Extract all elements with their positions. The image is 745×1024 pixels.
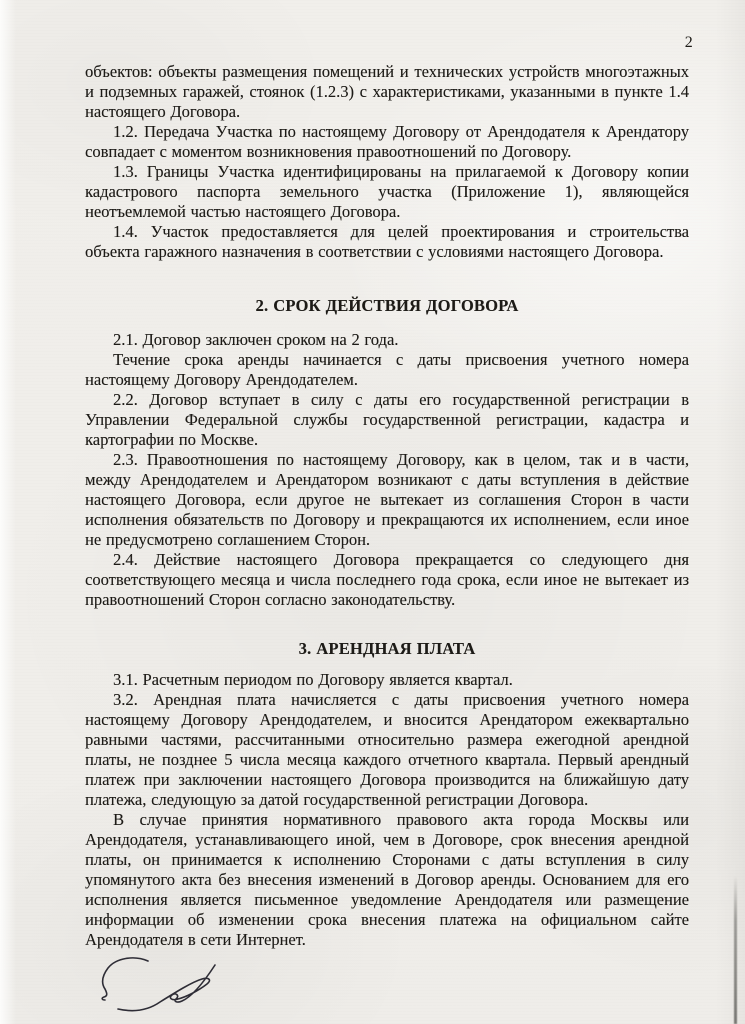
section-2-heading: 2. СРОК ДЕЙСТВИЯ ДОГОВОРА — [255, 296, 519, 315]
clause-2-1: 2.1. Договор заключен сроком на 2 года. — [113, 330, 399, 349]
section-3-heading: 3. АРЕНДНАЯ ПЛАТА — [298, 639, 476, 658]
scan-right-edge-artifact — [734, 876, 737, 1024]
clause-1-3: 1.3. Границы Участка идентифицированы на прилагаемой к Договору копии кадастрового паспорта земельного участка (Приложение 1), являющейся неотъемлемой частью настоящего Договора. — [85, 162, 689, 221]
clause-2-4: 2.4. Действие настоящего Договора прекращается со следующего дня соответствующего месяца и числа последнего года срока, если иное не вытекает из правоотношений Сторон согласно законодательству. — [85, 550, 689, 609]
clause-1-4: 1.4. Участок предоставляется для целей проектирования и строительства объекта гаражного назначения в соответствии с условиями настоящего Договора. — [85, 222, 689, 261]
clause-2-2: 2.2. Договор вступает в силу с даты его государственной регистрации в Управлении Федеральной службы государственной регистрации, кадастра и картографии по Москве. — [85, 390, 689, 449]
paragraph-intro-continuation: объектов: объекты размещения помещений и технических устройств многоэтажных и подземных гаражей, стоянок (1.2.3) с характеристиками, указанными в пункте 1.4 настоящего Договора. — [85, 62, 689, 121]
scan-left-edge — [0, 0, 16, 1024]
clause-3-2-continuation: В случае принятия нормативного правового акта города Москвы или Арендодателя, устанавливающего иной, чем в Договоре, срок внесения арендной платы, он принимается к исполнению Сторонами с даты вступления в силу упомянутого акта без внесения изменений в Договор аренды. Основанием для его исполнения является письменное уведомление Арендодателя или размещение информации об изменении срока внесения платежа на официальном сайте Арендодателя в сети Интернет. — [85, 810, 689, 949]
clause-3-1: 3.1. Расчетным периодом по Договору является квартал. — [113, 670, 513, 689]
clause-1-2: 1.2. Передача Участка по настоящему Договору от Арендодателя к Арендатору совпадает с моментом возникновения правоотношений по Договору. — [85, 122, 689, 161]
clause-3-2: 3.2. Арендная плата начисляется с даты присвоения учетного номера настоящему Договору Арендодателем, и вносится Арендатором ежеквартально равными частями, рассчитанными относительно размера ежегодной арендной платы, не позднее 5 числа месяца каждого отчетного квартала. Первый арендный платеж при заключении настоящего Договора производится на ближайшую дату платежа, следующую за датой государственной регистрации Договора. — [85, 690, 689, 809]
clause-2-3: 2.3. Правоотношения по настоящему Договору, как в целом, так и в части, между Арендодателем и Арендатором возникают с даты вступления в действие настоящего Договора, если другое не вытекает из соглашения Сторон в части исполнения обязательств по Договору и прекращаются их исполнением, если иное не предусмотрено соглашением Сторон. — [85, 450, 689, 549]
page-number: 2 — [684, 34, 693, 51]
signature-icon — [88, 952, 223, 1014]
clause-2-1-continuation: Течение срока аренды начинается с даты присвоения учетного номера настоящему Договору Арендодателем. — [85, 350, 689, 389]
document-body — [85, 62, 689, 950]
